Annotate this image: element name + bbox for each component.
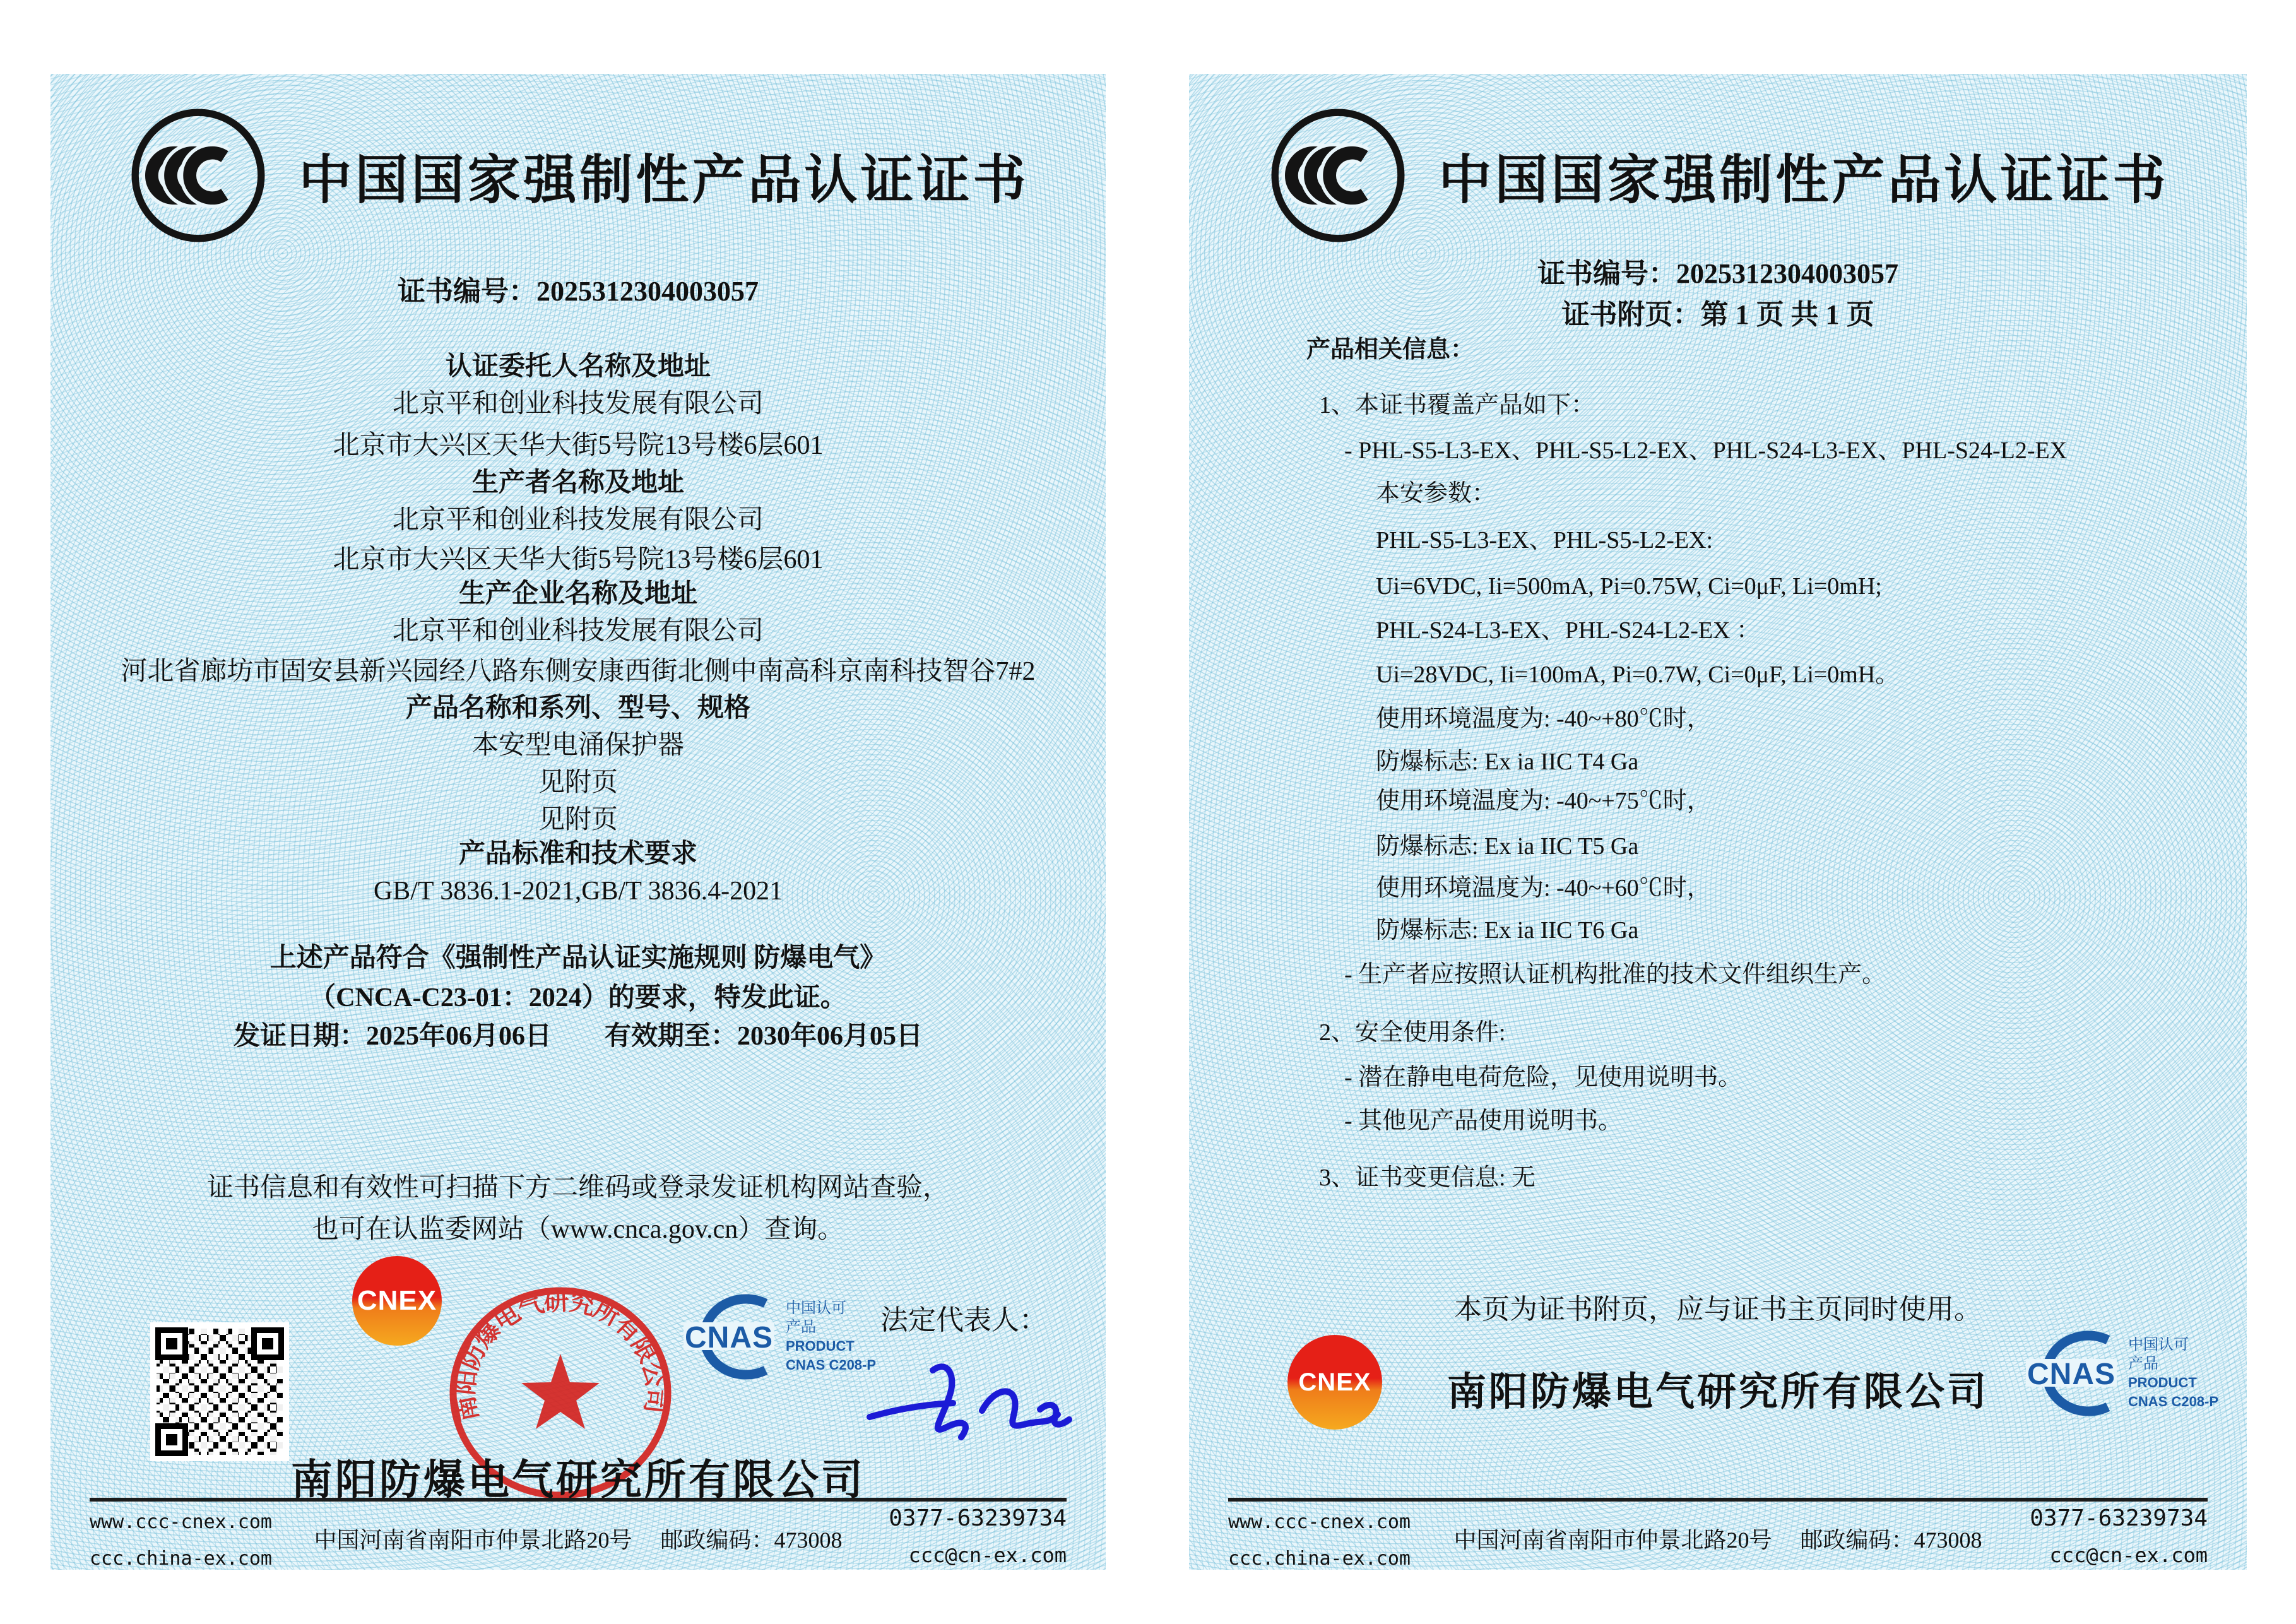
product-spec: 见附页	[538, 805, 618, 834]
certificate-number: 证书编号：2025312304003057	[398, 276, 759, 307]
ccc-mark-icon	[127, 104, 269, 247]
covered-models-line: - PHL-S5-L3-EX、PHL-S5-L2-EX、PHL-S24-L3-EX、PHL-S24-L2-EX	[1344, 437, 2068, 464]
safe-use-condition-2: - 其他见产品使用说明书。	[1344, 1108, 1623, 1134]
producer-note: - 生产者应按照认证机构批准的技术文件组织生产。	[1344, 961, 1886, 988]
ex-marking-2: 防爆标志: Ex ia IIC T5 Ga	[1376, 833, 1639, 860]
cnas-product-cn: 产品	[2128, 1356, 2158, 1372]
cnas-logo-block	[2021, 1329, 2218, 1418]
ambient-temp-2: 使用环境温度为: -40~+75℃时，	[1376, 788, 1711, 814]
applicant-heading: 认证委托人名称及地址	[445, 352, 711, 381]
ambient-temp-3: 使用环境温度为: -40~+60℃时，	[1376, 875, 1711, 901]
standard-heading: 产品标准和技术要求	[458, 839, 697, 868]
cnas-accreditation-cn: 中国认可	[786, 1300, 846, 1317]
statement-line-1: 上述产品符合《强制性产品认证实施规则 防爆电气》	[269, 944, 887, 973]
applicant-address: 北京市大兴区天华大街5号院13号楼6层601	[333, 431, 824, 460]
footer-contacts	[889, 1500, 1067, 1574]
qr-finder-top-left	[155, 1327, 188, 1360]
certificate-title: 中国国家强制性产品认证证书	[1438, 151, 2169, 210]
footer-email: ccc@cn-ex.com	[908, 1543, 1067, 1567]
issuer-company-name: 南阳防爆电气研究所有限公司	[291, 1457, 865, 1503]
main-certificate	[50, 74, 1106, 1570]
product-name: 本安型电涌保护器	[471, 731, 684, 760]
factory-address: 河北省廊坊市固安县新兴园经八路东侧安康西街北侧中南高科京南科技智谷7#2	[121, 657, 1036, 686]
footer-email: ccc@cn-ex.com	[2049, 1543, 2208, 1567]
certificate-number: 证书编号：2025312304003057	[1537, 258, 1898, 289]
seal-text: 南阳防爆电气研究所有限公司	[450, 1286, 671, 1424]
producer-address: 北京市大兴区天华大街5号院13号楼6层601	[333, 545, 824, 574]
cnas-scheme-code: CNAS C208-P	[786, 1357, 877, 1373]
factory-name: 北京平和创业科技发展有限公司	[392, 617, 764, 646]
verify-line-1: 证书信息和有效性可扫描下方二维码或登录发证机构网站查验，	[206, 1173, 949, 1202]
footer-phone: 0377-63239734	[2030, 1505, 2208, 1531]
footer-postcode: 邮政编码：473008	[1800, 1527, 1982, 1553]
cnas-logo-label: CNAS	[685, 1321, 774, 1354]
cnas-logo-label: CNAS	[2027, 1358, 2116, 1391]
cnas-product-en: PRODUCT	[786, 1338, 855, 1354]
annex-certificate	[1189, 74, 2247, 1570]
cnas-scheme-code: CNAS C208-P	[2128, 1394, 2219, 1409]
footer-website-2: ccc.china-ex.com	[90, 1548, 272, 1570]
footer-postcode: 邮政编码：473008	[660, 1527, 843, 1553]
footer-address: 中国河南省南阳市仲景北路20号	[314, 1527, 632, 1553]
product-series: 见附页	[538, 768, 618, 797]
standard-value: GB/T 3836.1-2021,GB/T 3836.4-2021	[373, 877, 783, 906]
group1-params: Ui=6VDC, Ii=500mA, Pi=0.75W, Ci=0μF, Li=0mH;	[1376, 573, 1882, 600]
cnas-product-en: PRODUCT	[2128, 1375, 2197, 1390]
qr-code	[150, 1322, 289, 1461]
main-certificate-header	[50, 104, 1106, 247]
applicant-name: 北京平和创业科技发展有限公司	[392, 389, 764, 418]
safe-use-item: 2、安全使用条件:	[1319, 1019, 1506, 1046]
cnex-logo-label: CNEX	[357, 1285, 437, 1316]
footer-website-1: www.ccc-cnex.com	[1228, 1511, 1411, 1533]
producer-heading: 生产者名称及地址	[471, 468, 684, 497]
factory-heading: 生产企业名称及地址	[458, 579, 697, 608]
legal-representative-label: 法定代表人：	[880, 1305, 1047, 1336]
verify-line-2: 也可在认监委网站（www.cnca.gov.cn）查询。	[312, 1215, 844, 1244]
seal-star	[521, 1354, 600, 1429]
product-info-heading: 产品相关信息：	[1306, 336, 1475, 363]
ccc-mark-icon	[1267, 104, 1409, 247]
ex-marking-3: 防爆标志: Ex ia IIC T6 Ga	[1376, 917, 1639, 944]
cnex-logo-label: CNEX	[1298, 1368, 1371, 1396]
footer-contacts	[2030, 1500, 2208, 1574]
issue-and-expiry-dates: 发证日期：2025年06月06日 有效期至：2030年06月05日	[233, 1022, 923, 1051]
annex-certificate-header	[1189, 104, 2247, 247]
ambient-temp-1: 使用环境温度为: -40~+80℃时，	[1376, 706, 1711, 732]
statement-line-2: （CNCA-C23-01：2024）的要求，特发此证。	[309, 983, 847, 1012]
footer-address: 中国河南省南阳市仲景北路20号	[1453, 1527, 1772, 1553]
safe-use-condition-1: - 潜在静电电荷危险，见使用说明书。	[1344, 1064, 1743, 1091]
cnas-logo-icon	[2021, 1329, 2122, 1418]
cnas-accreditation-cn: 中国认可	[2128, 1337, 2189, 1353]
cnex-logo	[352, 1256, 442, 1346]
cnas-product-cn: 产品	[786, 1319, 816, 1336]
group2-params: Ui=28VDC, Ii=100mA, Pi=0.7W, Ci=0μF, Li=0mH。	[1376, 661, 1900, 688]
group1-models: PHL-S5-L3-EX、PHL-S5-L2-EX:	[1376, 527, 1713, 554]
footer-website-1: www.ccc-cnex.com	[90, 1511, 272, 1533]
annex-usage-note: 本页为证书附页，应与证书主页同时使用。	[1454, 1294, 1982, 1325]
group2-models: PHL-S24-L3-EX、PHL-S24-L2-EX ：	[1376, 617, 1761, 644]
footer-phone: 0377-63239734	[889, 1505, 1067, 1531]
ia-params-label: 本安参数：	[1376, 480, 1496, 507]
certificate-title: 中国国家强制性产品认证证书	[299, 151, 1029, 210]
qr-finder-top-right	[251, 1327, 284, 1360]
annex-page-number: 证书附页：第 1 页 共 1 页	[1561, 299, 1874, 330]
footer-website-2: ccc.china-ex.com	[1228, 1548, 1411, 1570]
cnas-logo-icon	[678, 1292, 779, 1382]
product-heading: 产品名称和系列、型号、规格	[405, 694, 750, 723]
covered-products-item: 1、本证书覆盖产品如下：	[1319, 392, 1595, 418]
change-info-item: 3、证书变更信息: 无	[1319, 1165, 1536, 1191]
ex-marking-1: 防爆标志: Ex ia IIC T4 Ga	[1376, 749, 1639, 775]
issuer-company-name: 南阳防爆电气研究所有限公司	[1447, 1371, 1989, 1414]
cnas-logo-block	[678, 1292, 876, 1382]
cnas-side-text	[2128, 1336, 2218, 1411]
producer-name: 北京平和创业科技发展有限公司	[392, 506, 764, 535]
